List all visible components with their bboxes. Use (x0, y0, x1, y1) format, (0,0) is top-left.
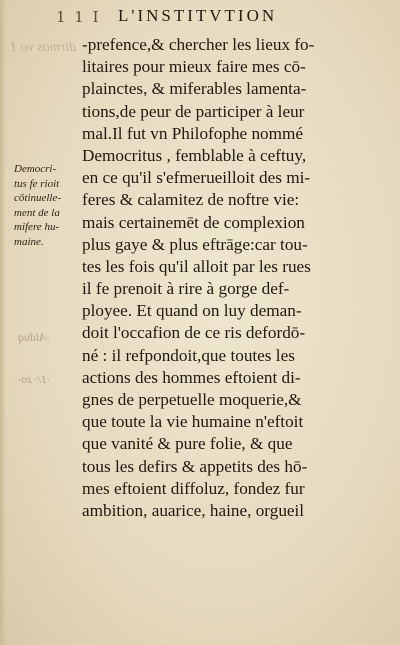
text-line: litaires pour mieux faire mes cō- (82, 57, 306, 77)
text-line: gnes de perpetuelle moquerie,& (82, 390, 302, 409)
marginal-note-line: maine. (14, 235, 44, 248)
marginal-note-line: cōtinuelle- (14, 192, 62, 205)
text-line: il fe prenoit à rire à gorge def- (82, 279, 290, 299)
running-head: L'INSTITVTION (118, 6, 278, 25)
marginal-note-line: ment de la (14, 206, 60, 219)
text-line: mal.Il fut vn Philofophe nommé (82, 123, 304, 143)
page-header (0, 6, 400, 30)
text-line: feres & calamitez de noftre vie: (82, 190, 300, 210)
marginal-note-line: mifere hu- (14, 221, 60, 234)
text-line: plus gaye & plus eftrāge:car tou- (82, 234, 308, 254)
text-line: que toute la vie humaine n'eftoit (82, 412, 304, 432)
marginal-note-line: tus fe rioit (14, 177, 60, 190)
text-line: actions des hommes eftoient di- (82, 367, 301, 387)
main-text-block (82, 34, 394, 522)
marginal-note-line: Democri- (14, 163, 57, 175)
text-line: -prefence,& chercher les lieux fo- (82, 35, 315, 54)
text-line: tes les fois qu'il alloit par les rues (82, 256, 311, 276)
text-line: ployee. Et quand on luy deman- (82, 301, 302, 321)
bleed-through-top: dirmos vo 1 (10, 40, 77, 55)
text-line: plainctes, & miferables lamenta- (82, 79, 307, 99)
text-line: ambition, auarice, haine, orgueil (82, 500, 305, 520)
text-line: né : il refpondoit,que toutes les (82, 345, 295, 365)
text-line: tions,de peur de participer à leur (82, 101, 305, 121)
text-line: mais certainemēt de complexion (82, 212, 305, 232)
folio-mark: 1 1 I (56, 8, 101, 26)
text-line: tous les defirs & appetits des hō- (82, 456, 308, 476)
text-line: mes eftoient diffoluz, fondez fur (82, 478, 305, 498)
bleed-through-lower-1: ·Alduq (18, 330, 50, 344)
text-line: en ce qu'il s'efmerueilloit des mi- (82, 168, 311, 188)
text-line: Democritus , femblable à ceftuy, (82, 145, 307, 165)
text-line: que vanité & pure folie, & que (82, 434, 293, 454)
page-gutter-shadow (0, 0, 6, 645)
marginal-note (14, 162, 84, 250)
bleed-through-lower-2: ·1/· zo· (18, 372, 51, 386)
text-line: doit l'occafion de ce ris defordō- (82, 323, 306, 343)
